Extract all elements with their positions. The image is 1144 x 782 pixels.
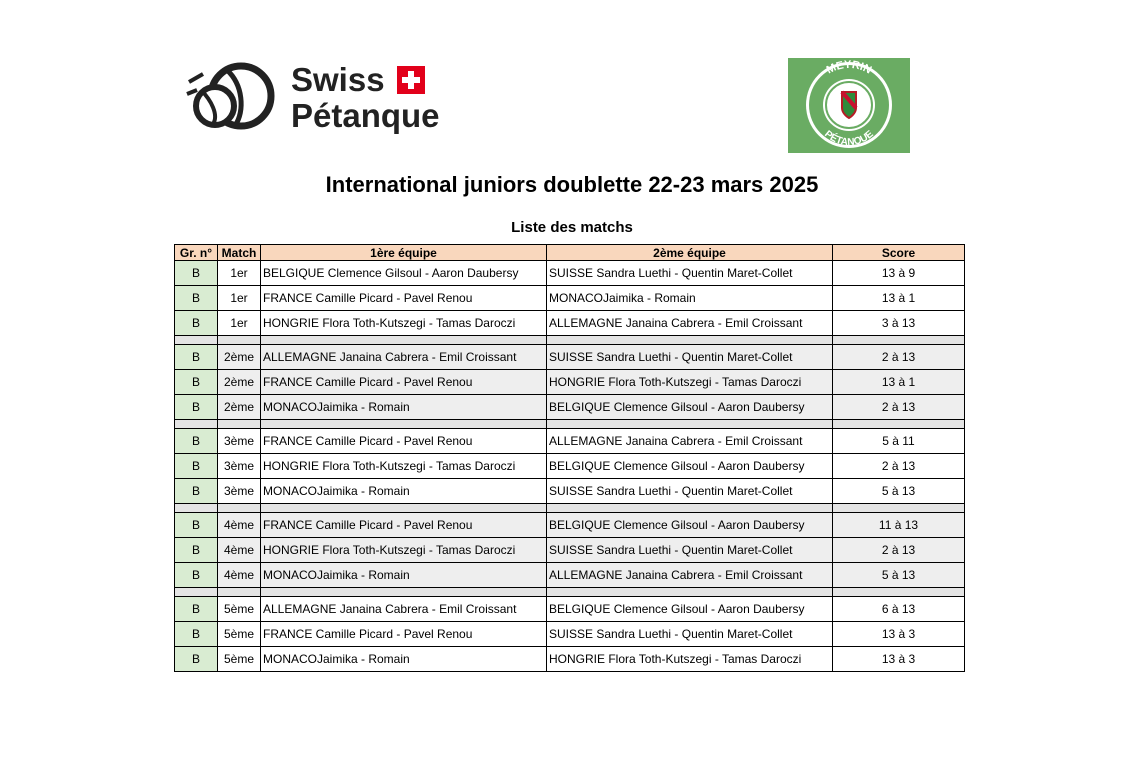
group-cell: B bbox=[175, 311, 218, 336]
team1-cell: FRANCE Camille Picard - Pavel Renou bbox=[261, 370, 547, 395]
table-row bbox=[175, 563, 965, 588]
group-cell: B bbox=[175, 454, 218, 479]
score-cell: 2 à 13 bbox=[881, 459, 916, 473]
team1-cell: HONGRIE Flora Toth-Kutszegi - Tamas Daroczi bbox=[261, 311, 547, 336]
table-row bbox=[175, 370, 965, 395]
table-row bbox=[175, 261, 965, 286]
match-cell: 2ème bbox=[218, 370, 261, 395]
match-cell: 3ème bbox=[218, 479, 261, 504]
group-cell: B bbox=[175, 513, 218, 538]
match-cell: 4ème bbox=[218, 538, 261, 563]
score-cell: 6 à 13 bbox=[881, 602, 916, 616]
team2-cell: SUISSE Sandra Luethi - Quentin Maret-Collet bbox=[547, 622, 833, 647]
group-cell: B bbox=[175, 622, 218, 647]
swiss-cross-icon bbox=[397, 66, 425, 94]
swiss-petanque-logo bbox=[183, 60, 453, 138]
team1-cell: FRANCE Camille Picard - Pavel Renou bbox=[261, 513, 547, 538]
match-cell: 4ème bbox=[218, 563, 261, 588]
col-team1: 1ère équipe bbox=[261, 245, 547, 261]
team2-cell: BELGIQUE Clemence Gilsoul - Aaron Daubersy bbox=[547, 513, 833, 538]
team1-cell: ALLEMAGNE Janaina Cabrera - Emil Croissant bbox=[261, 597, 547, 622]
table-row bbox=[175, 479, 965, 504]
score-cell: 11 à 13 bbox=[878, 518, 919, 532]
score-cell: 5 à 13 bbox=[881, 568, 916, 582]
team1-cell: FRANCE Camille Picard - Pavel Renou bbox=[261, 622, 547, 647]
score-cell: 13 à 3 bbox=[881, 627, 916, 641]
match-cell: 3ème bbox=[218, 429, 261, 454]
score-cell: 2 à 13 bbox=[881, 400, 916, 414]
group-cell: B bbox=[175, 479, 218, 504]
meyrin-bottom-text: PÉTANQUE bbox=[822, 128, 876, 149]
team1-cell: MONACOJaimika - Romain bbox=[261, 395, 547, 420]
col-score: Score bbox=[833, 245, 965, 261]
table-row bbox=[175, 395, 965, 420]
score-cell: 5 à 13 bbox=[881, 484, 916, 498]
match-cell: 4ème bbox=[218, 513, 261, 538]
team2-cell: SUISSE Sandra Luethi - Quentin Maret-Collet bbox=[547, 345, 833, 370]
col-match: Match bbox=[218, 245, 261, 261]
match-cell: 3ème bbox=[218, 454, 261, 479]
score-cell: 5 à 11 bbox=[882, 434, 915, 448]
group-cell: B bbox=[175, 563, 218, 588]
team1-cell: HONGRIE Flora Toth-Kutszegi - Tamas Daroczi bbox=[261, 538, 547, 563]
page-subtitle: Liste des matchs bbox=[511, 219, 633, 236]
team2-cell: ALLEMAGNE Janaina Cabrera - Emil Croissant bbox=[547, 311, 833, 336]
team1-cell: MONACOJaimika - Romain bbox=[261, 647, 547, 672]
group-cell: B bbox=[175, 429, 218, 454]
group-cell: B bbox=[175, 286, 218, 311]
team1-cell: HONGRIE Flora Toth-Kutszegi - Tamas Daroczi bbox=[261, 454, 547, 479]
table-row bbox=[175, 538, 965, 563]
team2-cell: SUISSE Sandra Luethi - Quentin Maret-Collet bbox=[547, 261, 833, 286]
round-separator bbox=[175, 336, 965, 345]
team2-cell: BELGIQUE Clemence Gilsoul - Aaron Daubersy bbox=[547, 597, 833, 622]
match-cell: 1er bbox=[218, 311, 261, 336]
team2-cell: HONGRIE Flora Toth-Kutszegi - Tamas Daroczi bbox=[547, 647, 833, 672]
group-cell: B bbox=[175, 395, 218, 420]
score-cell: 2 à 13 bbox=[881, 543, 916, 557]
logo-text-line2: Pétanque bbox=[291, 97, 440, 134]
round-separator bbox=[175, 588, 965, 597]
table-row bbox=[175, 647, 965, 672]
match-cell: 5ème bbox=[218, 597, 261, 622]
table-row bbox=[175, 345, 965, 370]
meyrin-top-text: MEYRIN bbox=[824, 58, 874, 77]
score-cell: 2 à 13 bbox=[881, 350, 916, 364]
group-cell: B bbox=[175, 345, 218, 370]
team2-cell: ALLEMAGNE Janaina Cabrera - Emil Croissant bbox=[547, 429, 833, 454]
team1-cell: BELGIQUE Clemence Gilsoul - Aaron Daubersy bbox=[261, 261, 547, 286]
table-header-row bbox=[175, 245, 965, 261]
match-cell: 2ème bbox=[218, 395, 261, 420]
team1-cell: FRANCE Camille Picard - Pavel Renou bbox=[261, 429, 547, 454]
round-separator bbox=[175, 420, 965, 429]
meyrin-petanque-logo bbox=[788, 58, 910, 153]
table-row bbox=[175, 622, 965, 647]
team1-cell: FRANCE Camille Picard - Pavel Renou bbox=[261, 286, 547, 311]
col-group: Gr. n° bbox=[175, 245, 218, 261]
table-row bbox=[175, 286, 965, 311]
match-cell: 5ème bbox=[218, 647, 261, 672]
matches-table bbox=[174, 244, 965, 672]
col-team2: 2ème équipe bbox=[547, 245, 833, 261]
match-cell: 5ème bbox=[218, 622, 261, 647]
score-cell: 13 à 9 bbox=[881, 266, 916, 280]
team1-cell: ALLEMAGNE Janaina Cabrera - Emil Croissant bbox=[261, 345, 547, 370]
table-row bbox=[175, 429, 965, 454]
table-row bbox=[175, 311, 965, 336]
score-cell: 13 à 1 bbox=[881, 375, 916, 389]
team2-cell: ALLEMAGNE Janaina Cabrera - Emil Croissant bbox=[547, 563, 833, 588]
team1-cell: MONACOJaimika - Romain bbox=[261, 479, 547, 504]
team2-cell: MONACOJaimika - Romain bbox=[547, 286, 833, 311]
table-row bbox=[175, 454, 965, 479]
group-cell: B bbox=[175, 538, 218, 563]
team1-cell: MONACOJaimika - Romain bbox=[261, 563, 547, 588]
score-cell: 13 à 1 bbox=[881, 291, 916, 305]
team2-cell: SUISSE Sandra Luethi - Quentin Maret-Collet bbox=[547, 538, 833, 563]
round-separator bbox=[175, 504, 965, 513]
petanque-balls-icon bbox=[183, 60, 283, 138]
score-cell: 3 à 13 bbox=[881, 316, 916, 330]
table-row bbox=[175, 513, 965, 538]
group-cell: B bbox=[175, 647, 218, 672]
table-row bbox=[175, 597, 965, 622]
page-title: International juniors doublette 22-23 mars 2025 bbox=[325, 172, 819, 197]
match-cell: 1er bbox=[218, 286, 261, 311]
team2-cell: BELGIQUE Clemence Gilsoul - Aaron Daubersy bbox=[547, 395, 833, 420]
score-cell: 13 à 3 bbox=[881, 652, 916, 666]
logo-text-line1: Swiss bbox=[291, 61, 385, 98]
team2-cell: SUISSE Sandra Luethi - Quentin Maret-Collet bbox=[547, 479, 833, 504]
match-cell: 2ème bbox=[218, 345, 261, 370]
group-cell: B bbox=[175, 370, 218, 395]
team2-cell: BELGIQUE Clemence Gilsoul - Aaron Daubersy bbox=[547, 454, 833, 479]
group-cell: B bbox=[175, 597, 218, 622]
team2-cell: HONGRIE Flora Toth-Kutszegi - Tamas Daroczi bbox=[547, 370, 833, 395]
match-cell: 1er bbox=[218, 261, 261, 286]
group-cell: B bbox=[175, 261, 218, 286]
